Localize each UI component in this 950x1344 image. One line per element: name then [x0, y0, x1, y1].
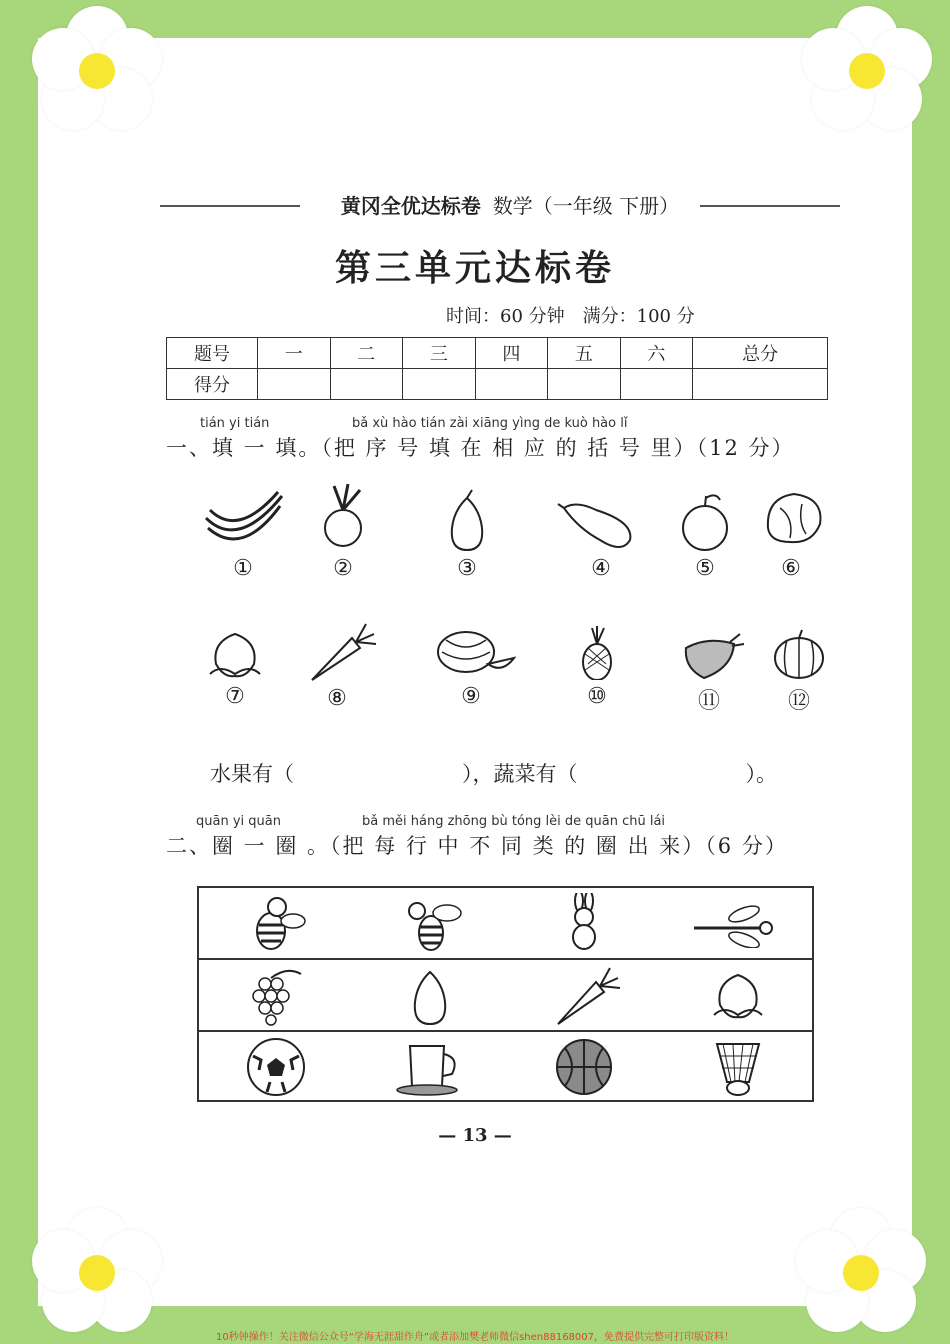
score-header: 三	[403, 338, 476, 369]
item-7	[190, 628, 280, 709]
page-header	[160, 190, 840, 220]
strawberry-icon	[664, 628, 754, 680]
banana-icon	[198, 488, 288, 552]
q2-cell[interactable]	[661, 888, 815, 958]
flower-icon	[32, 6, 162, 136]
q2-pinyin-b: bǎ měi háng zhōng bù tóng lèi de quān chū lái	[362, 814, 666, 829]
apple-icon	[660, 488, 750, 552]
dragonfly-icon	[688, 898, 788, 948]
cup-icon	[390, 1036, 470, 1098]
page-title: 第三单元达标卷	[334, 247, 615, 289]
q2-cell[interactable]	[507, 1032, 661, 1102]
item-number: ③	[457, 556, 477, 581]
q1-pinyin-a: tián yi tián	[200, 416, 270, 431]
q2-cell[interactable]	[507, 888, 661, 958]
q2-cell[interactable]	[353, 960, 507, 1030]
item-number: ⑥	[781, 556, 801, 581]
pumpkin-icon	[754, 628, 844, 680]
pear-icon	[422, 488, 512, 552]
item-1	[198, 488, 288, 581]
score-cell[interactable]	[330, 369, 403, 400]
eggplant-icon	[556, 488, 646, 552]
flower-icon	[32, 1208, 162, 1338]
carrot-icon	[544, 964, 624, 1026]
item-10	[552, 624, 642, 709]
peach-icon	[190, 628, 280, 680]
score-cell[interactable]	[403, 369, 476, 400]
q2-row	[199, 960, 812, 1032]
item-4	[556, 488, 646, 581]
item-12	[754, 628, 844, 715]
pear-icon	[395, 964, 465, 1026]
q2-pinyin-a: quān yi quān	[196, 814, 281, 829]
q2-cell[interactable]	[661, 1032, 815, 1102]
score-header: 六	[620, 338, 693, 369]
item-5	[660, 488, 750, 581]
q1-label: 一、填 一 填。（把 序 号 填 在 相 应 的 括 号 里）（12 分）	[166, 436, 795, 460]
score-cell[interactable]	[475, 369, 548, 400]
radish-icon	[298, 484, 388, 552]
score-header: 二	[330, 338, 403, 369]
flower-icon	[796, 1208, 926, 1338]
item-number: ⑤	[695, 556, 715, 581]
score-label: 得分	[167, 369, 258, 400]
watermelon-icon	[426, 624, 516, 680]
cabbage-icon	[746, 488, 836, 552]
q2-cell[interactable]	[507, 960, 661, 1030]
brand-title: 黄冈全优达标卷	[340, 194, 481, 218]
flower-icon	[802, 6, 932, 136]
basketball-icon	[553, 1036, 615, 1098]
item-6	[746, 488, 836, 581]
q2-row	[199, 1032, 812, 1104]
item-2	[298, 484, 388, 581]
page-number: — 13 —	[438, 1125, 512, 1146]
shuttlecock-icon	[703, 1036, 773, 1098]
score-header: 五	[548, 338, 621, 369]
score-table	[166, 337, 828, 400]
q2-cell[interactable]	[199, 1032, 353, 1102]
promo-footer: 10秒钟操作！关注微信公众号“学海无涯甜作舟”或者添加樊老师微信shen88168007，免费提供完整可打印版资料！	[215, 1332, 735, 1343]
q2-row	[199, 888, 812, 960]
score-cell[interactable]	[620, 369, 693, 400]
item-number: ⑦	[225, 684, 245, 709]
score-header: 总分	[693, 338, 828, 369]
score-header: 一	[258, 338, 331, 369]
item-number: ⑪	[697, 689, 720, 714]
item-number: ①	[233, 556, 253, 581]
grapes-icon	[241, 964, 311, 1026]
q1-answer-line[interactable]: 水果有（ ），蔬菜有（ ）。	[210, 762, 777, 786]
item-number: ⑧	[327, 686, 347, 711]
item-number: ②	[333, 556, 353, 581]
item-9	[426, 624, 516, 709]
q2-grid	[197, 886, 814, 1102]
score-header: 题号	[167, 338, 258, 369]
q2-cell[interactable]	[661, 960, 815, 1030]
carrot-icon	[292, 620, 382, 682]
item-8	[292, 620, 382, 711]
q2-cell[interactable]	[199, 888, 353, 958]
q2-cell[interactable]	[199, 960, 353, 1030]
q1-pinyin-b: bǎ xù hào tián zài xiāng yìng de kuò hào lǐ	[352, 416, 628, 431]
bee-icon	[395, 893, 465, 953]
q2-cell[interactable]	[353, 888, 507, 958]
item-11	[664, 628, 754, 715]
score-cell[interactable]	[548, 369, 621, 400]
soccer-ball-icon	[245, 1036, 307, 1098]
score-cell[interactable]	[693, 369, 828, 400]
item-number: ⑫	[787, 689, 810, 714]
exam-meta: 时间：60 分钟 满分：100 分	[446, 306, 695, 327]
bee-icon	[241, 893, 311, 953]
item-number: ⑩	[587, 684, 607, 709]
q2-cell[interactable]	[353, 1032, 507, 1102]
subject-title: 数学（一年级 下册）	[492, 194, 680, 218]
score-header: 四	[475, 338, 548, 369]
rabbit-icon	[549, 893, 619, 953]
score-cell[interactable]	[258, 369, 331, 400]
pineapple-icon	[552, 624, 642, 680]
item-3	[422, 488, 512, 581]
item-number: ⑨	[461, 684, 481, 709]
item-number: ④	[591, 556, 611, 581]
q2-label: 二、圈 一 圈 。（把 每 行 中 不 同 类 的 圈 出 来）（6 分）	[166, 834, 788, 858]
peach-icon	[698, 967, 778, 1023]
